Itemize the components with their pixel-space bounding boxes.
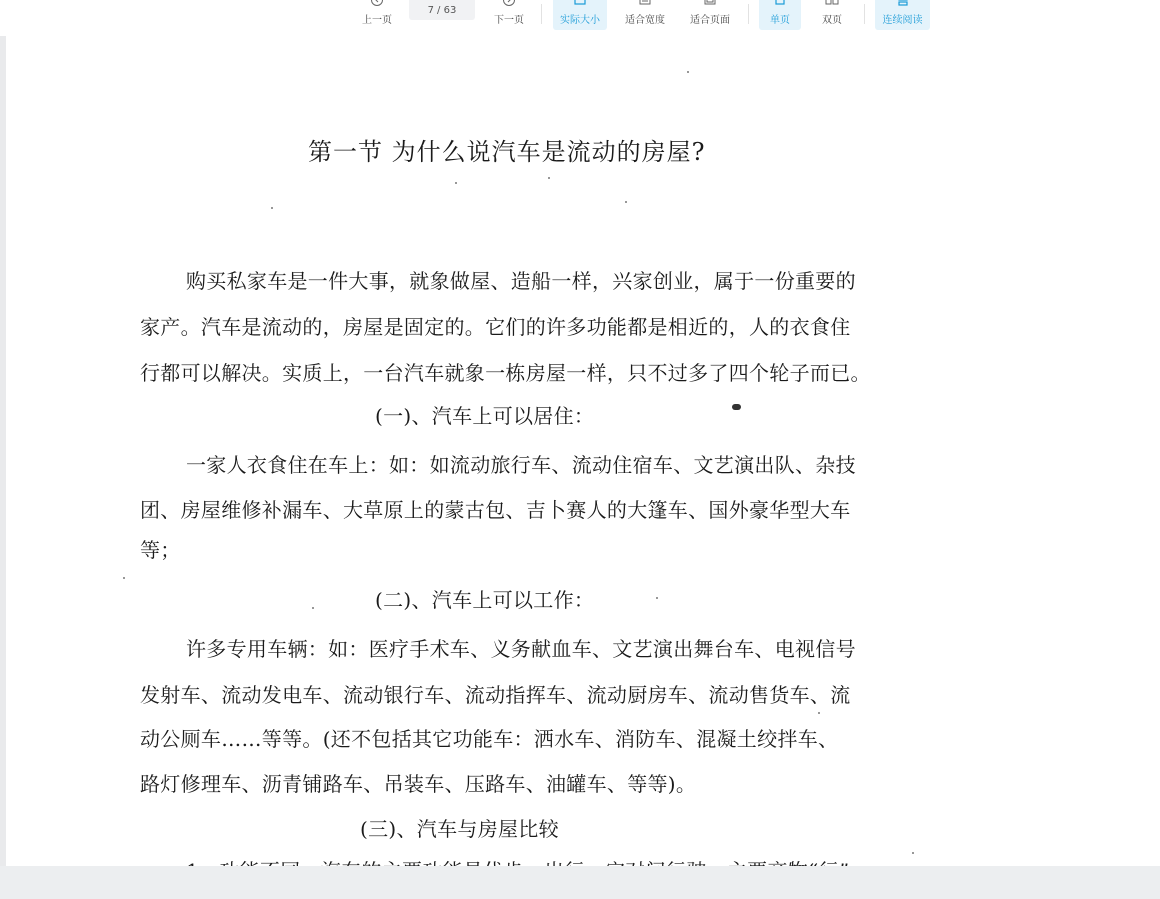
continuous-reading-label: 连续阅读 xyxy=(882,15,923,26)
single-page-label: 单页 xyxy=(770,15,790,26)
current-page-input[interactable]: 7 xyxy=(427,4,435,16)
section-title: 第一节 为什么说汽车是流动的房屋? xyxy=(308,138,706,166)
paragraph-line: 行都可以解决。实质上，一台汽车就象一栋房屋一样，只不过多了四个轮子而已。 xyxy=(140,361,871,385)
fit-page-icon xyxy=(703,0,717,11)
subheading: (三)、汽车与房屋比较 xyxy=(360,817,559,841)
scan-speck xyxy=(656,597,658,599)
toolbar-divider xyxy=(864,4,865,24)
paragraph-line: 路灯修理车、沥青铺路车、吊装车、压路车、油罐车、等等)。 xyxy=(140,772,697,796)
actual-size-icon xyxy=(573,0,587,11)
fit-page-label: 适合页面 xyxy=(690,15,730,26)
paragraph-line: 等； xyxy=(140,538,181,562)
prev-page-label: 上一页 xyxy=(362,15,392,26)
paragraph-line: 许多专用车辆：如：医疗手术车、义务献血车、文艺演出舞台车、电视信号 xyxy=(186,637,856,661)
scan-speck xyxy=(271,207,273,209)
fit-width-icon xyxy=(638,0,652,11)
scan-speck xyxy=(732,404,741,410)
continuous-reading-icon xyxy=(896,0,910,11)
subheading: (二)、汽车上可以工作： xyxy=(375,588,595,612)
single-page-icon xyxy=(773,0,787,11)
actual-size-label: 实际大小 xyxy=(560,15,600,26)
single-page-button[interactable] xyxy=(759,0,801,30)
total-pages-label: / 63 xyxy=(437,4,457,16)
scan-speck xyxy=(455,182,457,184)
scan-speck xyxy=(123,577,125,579)
prev-page-button[interactable] xyxy=(356,0,398,30)
double-page-button[interactable] xyxy=(811,0,853,30)
scan-speck xyxy=(912,852,914,854)
toolbar-divider xyxy=(748,4,749,24)
subheading: (一)、汽车上可以居住： xyxy=(375,404,595,428)
paragraph-line: 发射车、流动发电车、流动银行车、流动指挥车、流动厨房车、流动售货车、流 xyxy=(140,683,851,707)
page-number-box[interactable] xyxy=(409,0,475,20)
scan-speck xyxy=(625,201,627,203)
fit-width-button[interactable] xyxy=(618,0,672,30)
next-page-button[interactable] xyxy=(488,0,530,30)
chevron-left-circle-icon xyxy=(370,0,384,11)
continuous-reading-button[interactable] xyxy=(875,0,930,30)
scan-speck xyxy=(312,607,314,609)
chevron-right-circle-icon xyxy=(502,0,516,11)
next-page-label: 下一页 xyxy=(494,15,524,26)
double-page-icon xyxy=(825,0,839,11)
pdf-toolbar xyxy=(0,0,1160,36)
paragraph-line: 家产。汽车是流动的，房屋是固定的。它们的许多功能都是相近的，人的衣食住 xyxy=(140,315,851,339)
paragraph-line: 动公厕车……等等。(还不包括其它功能车：洒水车、消防车、混凝土绞拌车、 xyxy=(140,727,839,751)
paragraph-line: 购买私家车是一件大事，就象做屋、造船一样，兴家创业，属于一份重要的 xyxy=(186,269,856,293)
scan-speck xyxy=(818,712,820,714)
scan-speck xyxy=(687,71,689,73)
paragraph-line: 一家人衣食住在车上：如：如流动旅行车、流动住宿车、文艺演出队、杂技 xyxy=(186,453,856,477)
toolbar-divider xyxy=(541,4,542,24)
scan-speck xyxy=(548,177,550,179)
bottom-status-bar xyxy=(0,866,1160,899)
document-page xyxy=(6,36,1160,866)
paragraph-line: 团、房屋维修补漏车、大草原上的蒙古包、吉卜赛人的大篷车、国外豪华型大车 xyxy=(140,498,851,522)
fit-page-button[interactable] xyxy=(683,0,737,30)
double-page-label: 双页 xyxy=(822,15,842,26)
fit-width-label: 适合宽度 xyxy=(625,15,665,26)
actual-size-button[interactable] xyxy=(553,0,607,30)
